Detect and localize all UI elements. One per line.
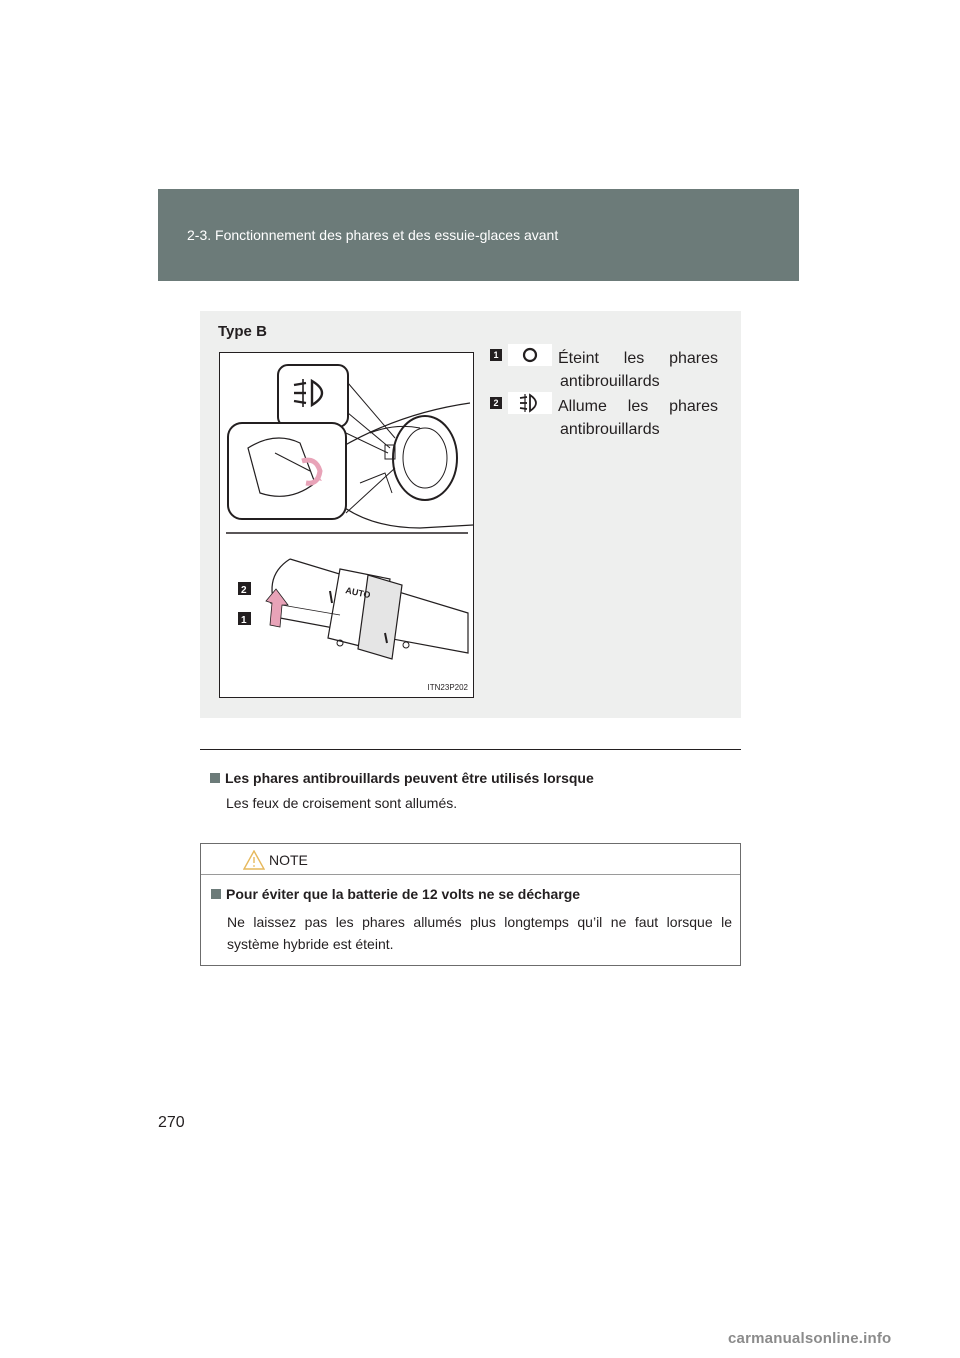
fog-light-switch-illustration [219, 352, 474, 698]
note-subtitle [211, 886, 580, 902]
chapter-title: 2-3. Fonctionnement des phares et des essuie-glaces avant [187, 227, 559, 243]
illustration-drawing [220, 353, 473, 697]
fog-light-off-icon [508, 344, 552, 366]
chapter-header [158, 189, 799, 281]
option-number: 2 [490, 397, 502, 409]
option-fog-on [490, 395, 730, 443]
callout-1: 1 [241, 615, 247, 626]
illustration-panel [200, 311, 741, 718]
section-divider [200, 749, 741, 750]
note-subtitle-text: Pour éviter que la batterie de 12 volts ne se décharge [226, 886, 581, 902]
option-label-line1: Allume les phares [558, 398, 718, 415]
note-box [200, 843, 741, 966]
section-body: Les feux de croisement sont allumés. [226, 795, 458, 811]
auto-label: AUTO [344, 585, 372, 601]
warning-triangle-icon [243, 850, 265, 870]
note-label: NOTE [269, 852, 308, 868]
option-number: 1 [490, 349, 502, 361]
bullet-square-icon [210, 773, 220, 783]
page-number: 270 [158, 1114, 185, 1131]
callout-2: 2 [241, 585, 247, 596]
option-fog-off [490, 347, 730, 395]
type-title: Type B [218, 323, 267, 340]
bullet-square-icon [211, 889, 221, 899]
section-title [210, 770, 594, 786]
fog-light-on-icon [508, 392, 552, 414]
note-header [201, 844, 740, 875]
option-label-line1: Éteint les phares [558, 350, 718, 367]
watermark: carmanualsonline.info [728, 1330, 892, 1347]
section-title-text: Les phares antibrouillards peuvent être utilisés lorsque [225, 770, 594, 786]
option-label-line2: antibrouillards [560, 421, 660, 438]
option-label-line2: antibrouillards [560, 373, 660, 390]
note-body: Ne laissez pas les phares allumés plus longtemps qu’il ne faut lorsque le système hybride est éteint. [227, 914, 732, 952]
figure-code: ITN23P202 [427, 683, 468, 692]
